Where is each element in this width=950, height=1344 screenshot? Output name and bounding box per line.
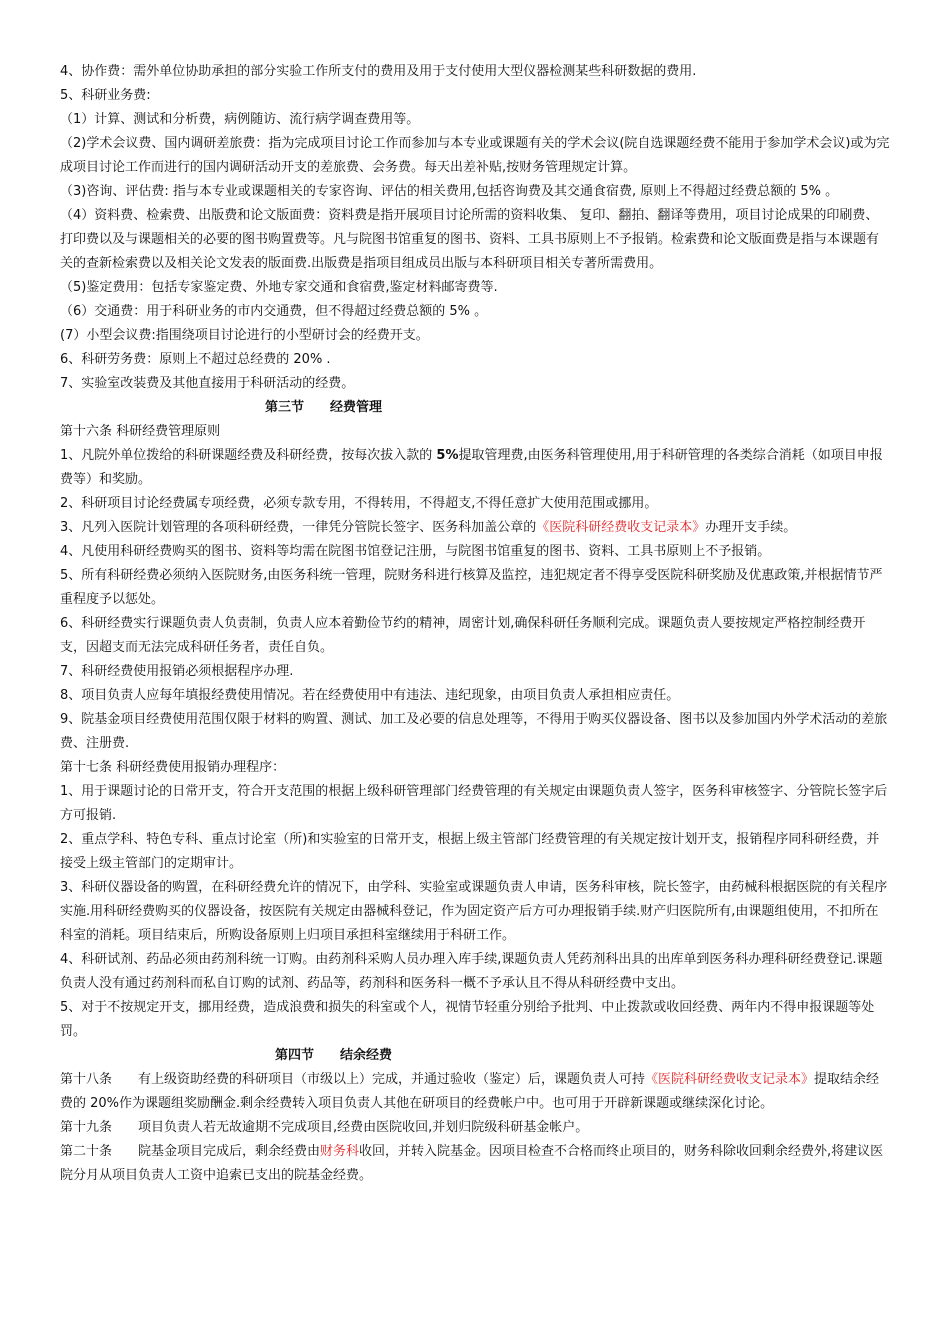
paragraph (60, 1140, 890, 1188)
paragraph: 7、实验室改装费及其他直接用于科研活动的经费。 (60, 376, 355, 391)
document-body (60, 60, 890, 1188)
text: 第十八条 有上级资助经费的科研项目（市级以上）完成，并通过验收（鉴定）后，课题负责人可持 (60, 1072, 646, 1087)
paragraph (60, 516, 890, 540)
paragraph: 5、科研业务费: (60, 88, 151, 103)
paragraph: （6）交通费：用于科研业务的市内交通费，但不得超过经费总额的 5% 。 (60, 304, 488, 319)
paragraph: 7、科研经费使用报销必须根据程序办理. (60, 664, 294, 679)
paragraph: 6、科研经费实行课题负责人负责制，负责人应本着勤俭节约的精神，周密计划,确保科研任务顺利完成。课题负责人要按规定严格控制经费开支，因超支而无法完成科研任务者，责任自负。 (60, 616, 866, 655)
red-text: 《医院科研经费收支记录本》 (645, 1072, 815, 1087)
paragraph: （3)咨询、评估费: 指与本专业或课题相关的专家咨询、评估的相关费用,包括咨询费及其交通食宿费, 原则上不得超过经费总额的 5% 。 (60, 184, 839, 199)
article-heading: 第十七条 科研经费使用报销办理程序： (60, 760, 286, 775)
paragraph: 4、科研试剂、药品必须由药剂科统一订购。由药剂科采购人员办理入库手续,课题负责人凭药剂科出具的出库单到医务科办理科研经费登记.课题负责人没有通过药剂科而私自订购的试剂、药品等，药剂科和医务科一概不予承认且不得从科研经费中支出。 (60, 952, 883, 991)
text: 收回，并转入院基金。因项目检查不合格而终止项目的，财务科除收回剩余经费外,将建议医院分月从项目负责人工资中追索已支出的院基金经费。 (60, 1144, 884, 1183)
article-heading: 第十六条 科研经费管理原则 (60, 424, 221, 439)
paragraph: 6、科研劳务费：原则上不超过总经费的 20% . (60, 352, 331, 367)
paragraph: （1）计算、测试和分析费，病例随访、流行病学调查费用等。 (60, 112, 420, 127)
red-text: 财务科 (320, 1144, 360, 1159)
text: 1、凡院外单位拨给的科研课题经费及科研经费，按每次拔入款的 (60, 448, 437, 463)
section-heading-4: 第四节 结余经费 (275, 1048, 393, 1063)
text: 办理开支手续。 (705, 520, 797, 535)
paragraph: 2、重点学科、特色专科、重点讨论室（所)和实验室的日常开支，根据上级主管部门经费管理的有关规定按计划开支，报销程序同科研经费，并接受上级主管部门的定期审计。 (60, 832, 880, 871)
paragraph: 5、对于不按规定开支，挪用经费，造成浪费和损失的科室或个人，视情节轻重分别给予批判、中止拨款或收回经费、两年内不得申报课题等处罚。 (60, 1000, 875, 1039)
text: 提取结余经费的 20%作为课题组奖励酬金.剩余经费转入项目负责人其他在研项目的经费帐户中。也可用于开辟新课题或继续深化讨论。 (60, 1072, 880, 1111)
paragraph: （5)鉴定费用：包括专家鉴定费、外地专家交通和食宿费,鉴定材料邮寄费等. (60, 280, 498, 295)
paragraph: 5、所有科研经费必须纳入医院财务,由医务科统一管理，院财务科进行核算及监控，违犯规定者不得享受医院科研奖励及优惠政策,并根据情节严重程度予以惩处。 (60, 568, 883, 607)
paragraph: 4、协作费：需外单位协助承担的部分实验工作所支付的费用及用于支付使用大型仪器检测某些科研数据的费用. (60, 64, 697, 79)
paragraph: 3、科研仪器设备的购置，在科研经费允许的情况下，由学科、实验室或课题负责人申请，医务科审核，院长签字，由药械科根据医院的有关程序实施.用科研经费购买的仪器设备，按医院有关规定由器械科登记，作为固定资产后方可办理报销手续.财产归医院所有,由课题组使用，不扣所在科室的消耗。项目结束后，所购设备原则上归项目承担科室继续用于科研工作。 (60, 880, 888, 943)
paragraph: （4）资料费、检索费、出版费和论文版面费：资料费是指开展项目讨论所需的资料收集、 复印、翻拍、翻译等费用，项目讨论成果的印刷费、打印费以及与课题相关的必要的图书购置费等。凡与院图书馆重复的图书、资料、工具书原则上不予报销。检索费和论文版面费是指与本课题有关的查新检索费以及相关论文发表的版面费.出版费是指项目组成员出版与本科研项目相关专著所需费用。 (60, 208, 880, 271)
paragraph: 1、用于课题讨论的日常开支，符合开支范围的根据上级科研管理部门经费管理的有关规定由课题负责人签字，医务科审核签字、分管院长签字后方可报销. (60, 784, 888, 823)
text-bold: 5% (436, 448, 459, 463)
text: 提取管理费,由医务科管理使用,用于科研管理的各类综合消耗（如项目申报费等）和奖励。 (60, 448, 883, 487)
red-text: 《医院科研经费收支记录本》 (536, 520, 706, 535)
paragraph (60, 1068, 890, 1116)
paragraph: 第十九条 项目负责人若无故逾期不完成项目,经费由医院收回,并划归院级科研基金帐户。 (60, 1120, 589, 1135)
paragraph: (7）小型会议费:指围绕项目讨论进行的小型研讨会的经费开支。 (60, 328, 429, 343)
paragraph: 2、科研项目讨论经费属专项经费，必须专款专用，不得转用，不得超支,不得任意扩大使用范围或挪用。 (60, 496, 658, 511)
paragraph (60, 444, 890, 492)
paragraph: 8、项目负责人应每年填报经费使用情况。若在经费使用中有违法、违纪现象，由项目负责人承担相应责任。 (60, 688, 680, 703)
paragraph: （2)学术会议费、国内调研差旅费：指为完成项目讨论工作而参加与本专业或课题有关的学术会议(院自选课题经费不能用于参加学术会议)或为完成项目讨论工作而进行的国内调研活动开支的差旅费、会务费。每天出差补贴,按财务管理规定计算。 (60, 136, 890, 175)
text: 3、凡列入医院计划管理的各项科研经费，一律凭分管院长签字、医务科加盖公章的 (60, 520, 537, 535)
text: 第二十条 院基金项目完成后，剩余经费由 (60, 1144, 321, 1159)
paragraph: 9、院基金项目经费使用范围仅限于材料的购置、测试、加工及必要的信息处理等，不得用于购买仪器设备、图书以及参加国内外学术活动的差旅费、注册费. (60, 712, 888, 751)
paragraph: 4、凡使用科研经费购买的图书、资料等均需在院图书馆登记注册，与院图书馆重复的图书、资料、工具书原则上不予报销。 (60, 544, 771, 559)
section-heading-3: 第三节 经费管理 (265, 400, 383, 415)
